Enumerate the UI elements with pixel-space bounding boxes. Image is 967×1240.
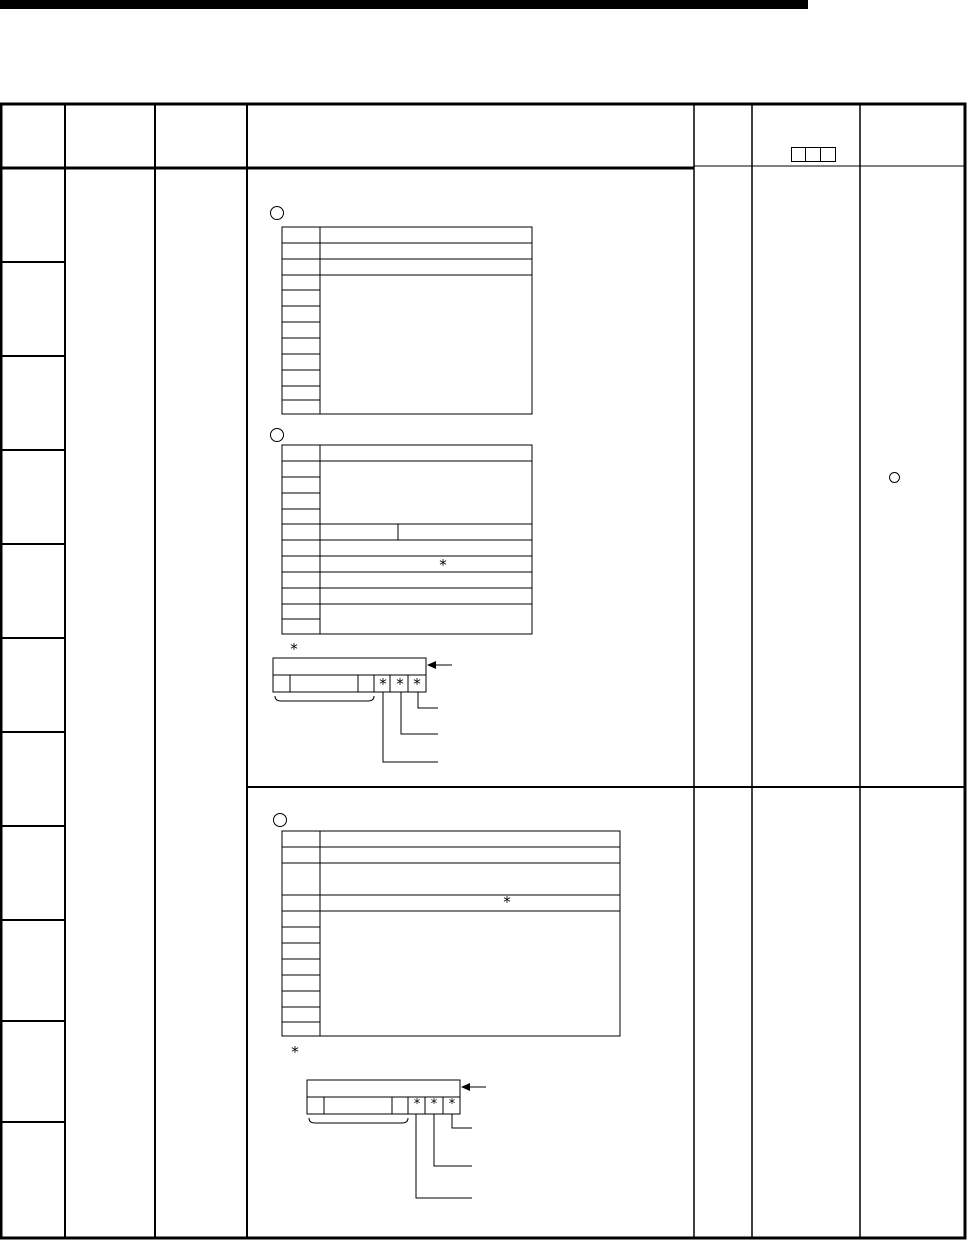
table-b-marker-circle	[270, 428, 284, 442]
table-c-footnote-asterisk: *	[503, 893, 511, 911]
spec-box	[791, 147, 806, 162]
register-b-field-mark: *	[430, 1097, 438, 1112]
register-b-field-mark: *	[448, 1097, 456, 1112]
table-c-marker-circle	[273, 813, 287, 827]
register-a-field-mark: *	[396, 675, 404, 693]
register-b-note-asterisk: *	[291, 1043, 299, 1061]
spec-box	[821, 147, 836, 162]
table-b-footnote-asterisk: *	[439, 556, 447, 574]
table-a-marker-circle	[270, 206, 284, 220]
register-b-field-mark: *	[413, 1097, 421, 1112]
availability-mark	[889, 472, 900, 483]
register-a-field-mark: *	[379, 675, 387, 693]
register-a-field-mark: *	[413, 675, 421, 693]
register-a-note-asterisk: *	[290, 640, 298, 658]
header-spec-boxes	[791, 147, 836, 162]
spec-box	[806, 147, 821, 162]
